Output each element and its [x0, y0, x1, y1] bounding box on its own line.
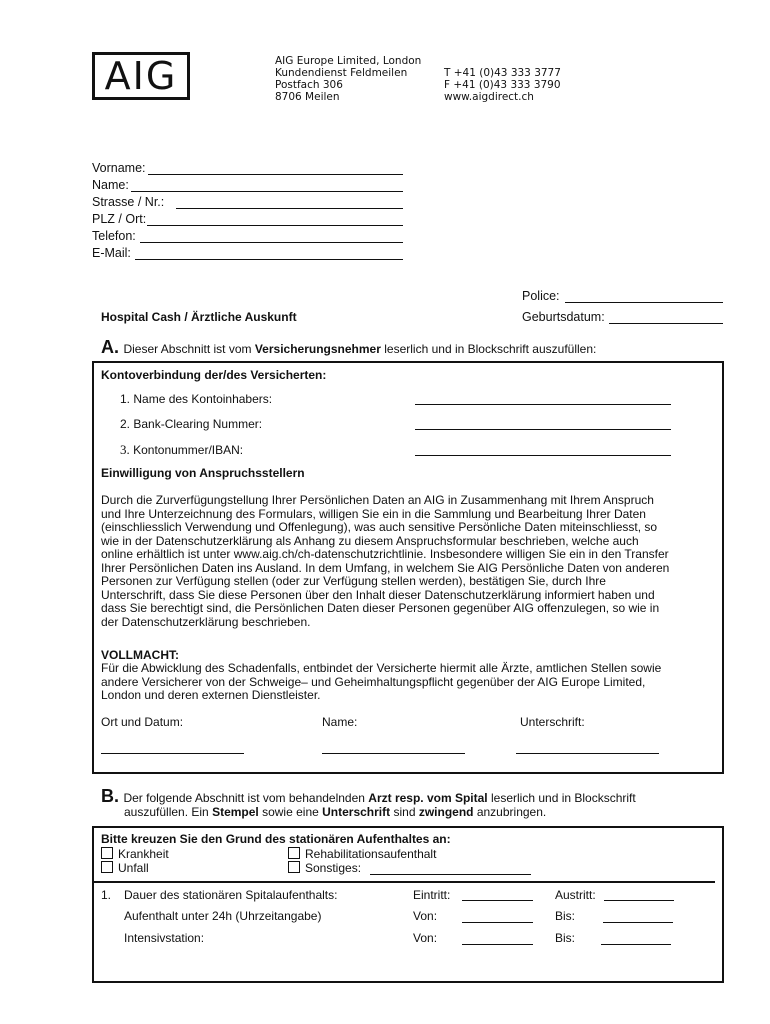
konto-title: Kontoverbindung der/des Versicherten:	[101, 368, 327, 382]
address-line: Postfach 306	[275, 79, 343, 91]
option-label: Unfall	[118, 861, 149, 875]
ort-datum-label: Ort und Datum:	[101, 715, 184, 729]
text-line: Ihrer Persönlichen Daten ins Ausland. In dem Umfang, in welchem Sie AIG Persönliche Daten von anderen	[101, 560, 670, 575]
einwilligung-text	[101, 494, 721, 629]
telefon-field[interactable]	[140, 242, 403, 243]
document-title: Hospital Cash / Ärztliche Auskunft	[101, 310, 297, 324]
austritt-label: Austritt:	[555, 888, 596, 902]
einwilligung-title: Einwilligung von Anspruchsstellern	[101, 466, 305, 480]
company-address	[275, 55, 421, 103]
konto-item	[120, 442, 243, 458]
intro-text: Der folgende Abschnitt ist vom behandelnden	[123, 791, 369, 805]
plz-ort-label: PLZ / Ort:	[92, 212, 147, 226]
intro-text: sowie eine	[258, 805, 323, 819]
text-line: online erhältlich ist unter www.aig.ch/ch-datenschutzrichtlinie. Insbesondere willigen Sie ein in den Transfer	[101, 547, 669, 561]
company-contact	[444, 67, 561, 103]
intro-text: leserlich und in Blockschrift	[487, 791, 636, 805]
plz-ort-field[interactable]	[147, 225, 403, 226]
intro-text: leserlich und in Blockschrift auszufüllen:	[380, 342, 597, 356]
unterschrift-field[interactable]	[516, 753, 659, 754]
von-label: Von:	[413, 931, 438, 945]
intensivstation-label: Intensivstation:	[124, 931, 205, 945]
option-unfall[interactable]	[101, 861, 149, 875]
iban-field[interactable]	[415, 455, 671, 456]
text-line: wie in der Datenschutzerklärung als Anhang zu diesem Anspruchsformular beschrieben, welche auch	[101, 533, 639, 548]
austritt-field[interactable]	[604, 900, 674, 901]
von-label: Von:	[413, 909, 438, 923]
strasse-field[interactable]	[176, 208, 403, 209]
address-line: AIG Europe Limited, London	[275, 55, 422, 67]
kontoinhaber-field[interactable]	[415, 404, 671, 405]
item-label: Kontonummer/IBAN:	[133, 443, 244, 457]
text-line: Personen zur Verfügung stellen (oder zur Verfügung stellen werden), bestätigen Sie, durch Ihre	[101, 574, 606, 588]
option-label: Krankheit	[118, 847, 169, 861]
intro-bold: Arzt resp. vom Spital	[368, 791, 488, 805]
aufenthalt-24h-label: Aufenthalt unter 24h (Uhrzeitangabe)	[124, 909, 322, 923]
item-number: 3.	[120, 442, 130, 457]
bis-label: Bis:	[555, 931, 576, 945]
intro-bold: Versicherungsnehmer	[254, 342, 381, 356]
email-field[interactable]	[135, 259, 403, 260]
name-field[interactable]	[131, 191, 403, 192]
bis-field[interactable]	[603, 922, 673, 923]
divider	[93, 881, 715, 883]
geburtsdatum-label: Geburtsdatum:	[522, 310, 605, 324]
konto-item	[120, 392, 272, 406]
text-line: andere Versicherer von der Schweige– und Geheimhaltungspflicht gegenüber der AIG Europe Limited,	[101, 674, 646, 689]
fax: F +41 (0)43 333 3790	[444, 79, 561, 91]
text-line: und Ihre Unterzeichnung des Formulars, willigen Sie ein in die Sammlung und Bearbeitung Ihrer Daten	[101, 506, 646, 521]
section-letter: B.	[101, 786, 119, 806]
option-krankheit[interactable]	[101, 847, 169, 861]
bis-field[interactable]	[601, 944, 671, 945]
von-field[interactable]	[462, 922, 533, 923]
strasse-label: Strasse / Nr.:	[92, 195, 165, 209]
phone: T +41 (0)43 333 3777	[444, 67, 561, 79]
grund-title: Bitte kreuzen Sie den Grund des stationären Aufenthaltes an:	[101, 832, 451, 846]
row-number: 1.	[101, 888, 112, 902]
checkbox[interactable]	[288, 861, 300, 873]
text-line: London und deren externen Dienstleister.	[101, 688, 321, 702]
sign-name-label: Name:	[322, 715, 358, 729]
text-line: Unterschrift, dass Sie diese Personen über den Inhalt dieser Datenschutzerklärung informiert haben und	[101, 587, 655, 602]
option-label: Rehabilitationsaufenthalt	[305, 847, 437, 861]
ort-datum-field[interactable]	[101, 753, 244, 754]
intro-text: auszufüllen. Ein	[124, 805, 213, 819]
checkbox[interactable]	[101, 847, 113, 859]
address-line: 8706 Meilen	[275, 91, 340, 103]
website: www.aigdirect.ch	[444, 91, 534, 103]
intro-text: anzubringen.	[473, 805, 547, 819]
section-letter: A.	[101, 337, 119, 357]
text-line: Durch die Zurverfügungstellung Ihrer Persönlichen Daten an AIG in Zusammenhang mit Ihrem Anspruch	[101, 493, 654, 507]
sonstiges-field[interactable]	[370, 874, 531, 875]
intro-bold: Stempel	[212, 805, 259, 819]
vorname-label: Vorname:	[92, 161, 146, 175]
bis-label: Bis:	[555, 909, 576, 923]
sign-name-field[interactable]	[322, 753, 465, 754]
clearing-field[interactable]	[415, 429, 671, 430]
name-label: Name:	[92, 178, 129, 192]
intro-text: Dieser Abschnitt ist vom	[123, 342, 255, 356]
option-sonstiges[interactable]	[288, 861, 361, 875]
text-line: dass Sie berechtigt sind, die Persönlichen Daten dieser Personen gegenüber AIG offenzulegen, so wie in	[101, 601, 660, 615]
konto-item	[120, 417, 262, 431]
text-line: der Datenschutzerklärung beschrieben.	[101, 614, 311, 629]
intro-text: sind	[390, 805, 419, 819]
text-line: Für die Abwicklung des Schadenfalls, entbindet der Versicherte hiermit alle Ärzte, amtlichen Stellen sowie	[101, 661, 662, 675]
text-line: (einschliesslich Verwendung und Offenlegung), was auch sensitive Persönliche Daten miteinschliesst, so	[101, 520, 658, 534]
section-b-heading	[101, 786, 636, 807]
von-field[interactable]	[462, 944, 533, 945]
spitalaufenthalt-label: Dauer des stationären Spitalaufenthalts:	[124, 888, 338, 902]
intro-bold: zwingend	[418, 805, 474, 819]
police-field[interactable]	[565, 302, 723, 303]
option-rehabilitation[interactable]	[288, 847, 436, 861]
section-a-heading	[101, 337, 596, 358]
email-label: E-Mail:	[92, 246, 131, 260]
telefon-label: Telefon:	[92, 229, 136, 243]
address-line: Kundendienst Feldmeilen	[275, 67, 408, 79]
item-number: 1.	[120, 392, 131, 406]
option-label: Sonstiges:	[305, 861, 362, 875]
aig-logo: AIG	[92, 52, 190, 100]
eintritt-label: Eintritt:	[413, 888, 451, 902]
checkbox[interactable]	[288, 847, 300, 859]
vollmacht-text	[101, 662, 721, 703]
section-b-line2	[124, 805, 546, 819]
eintritt-field[interactable]	[462, 900, 533, 901]
police-label: Police:	[522, 289, 560, 303]
geburtsdatum-field[interactable]	[609, 323, 723, 324]
intro-bold: Unterschrift	[322, 805, 391, 819]
unterschrift-label: Unterschrift:	[520, 715, 585, 729]
item-number: 2.	[120, 417, 131, 431]
vorname-field[interactable]	[148, 174, 403, 175]
vollmacht-title: VOLLMACHT:	[101, 648, 179, 662]
checkbox[interactable]	[101, 861, 113, 873]
item-label: Name des Kontoinhabers:	[133, 392, 273, 406]
item-label: Bank-Clearing Nummer:	[133, 417, 263, 431]
